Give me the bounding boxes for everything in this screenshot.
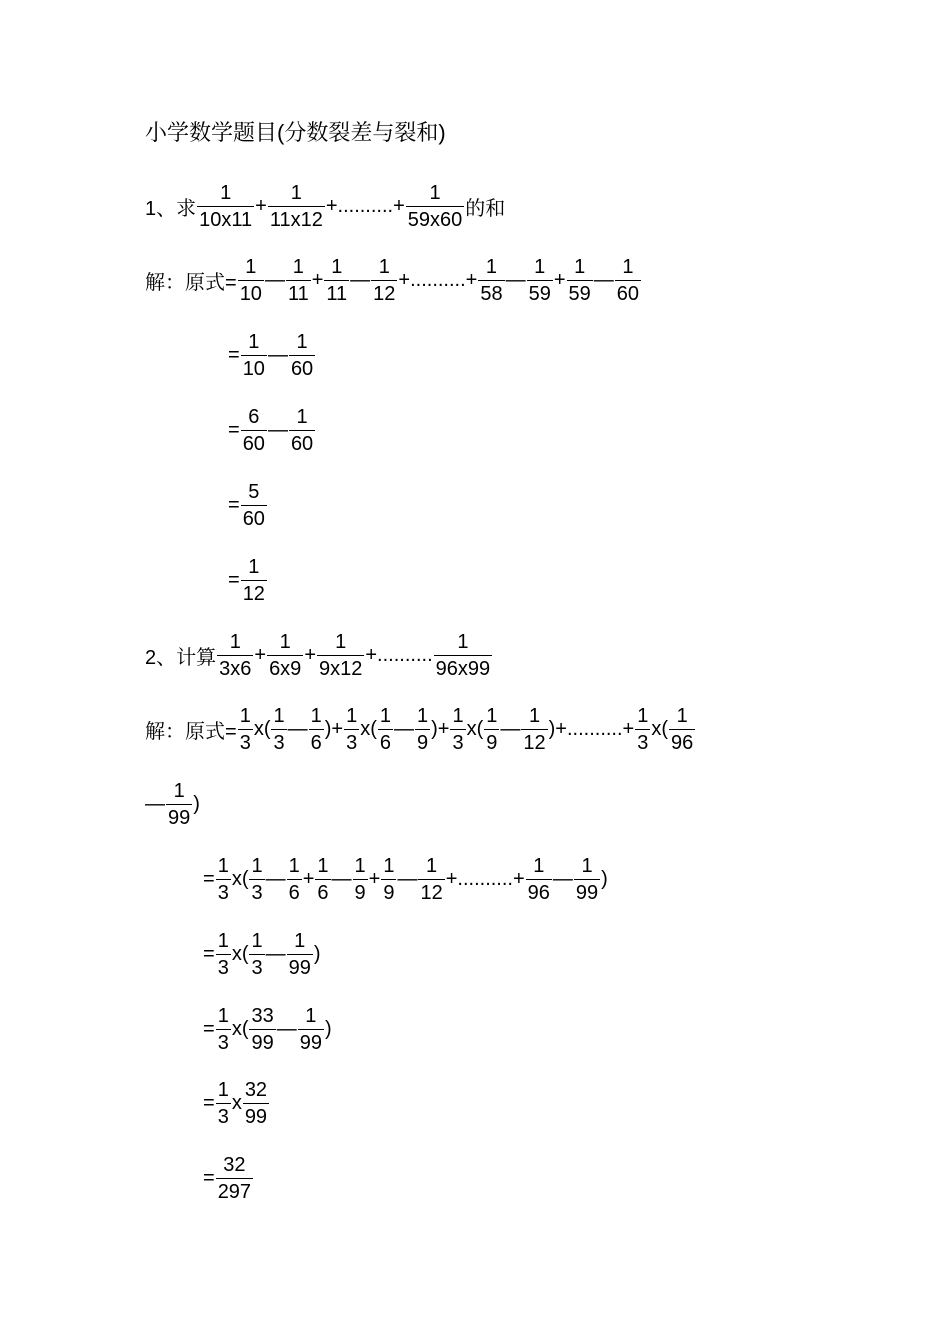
fraction-denominator: 59x60	[406, 206, 465, 230]
fraction	[635, 706, 650, 753]
fraction-numerator: 5	[248, 480, 260, 503]
fraction	[434, 632, 493, 679]
fraction	[241, 557, 267, 604]
fraction-denominator: 58	[478, 280, 504, 304]
equation-text: +	[255, 194, 267, 217]
fraction-denominator: 99	[287, 954, 313, 978]
equation-text: —	[505, 268, 526, 291]
fraction-denominator: 3	[450, 729, 465, 753]
fraction-denominator: 96	[669, 729, 695, 753]
fraction-denominator: 96x99	[434, 655, 493, 679]
equation-text: +	[368, 867, 381, 890]
equation-text: x(	[231, 867, 249, 890]
equation-text: —	[552, 867, 573, 890]
fraction	[243, 1080, 269, 1127]
fraction	[315, 856, 330, 903]
fraction	[286, 257, 311, 304]
fraction	[271, 706, 286, 753]
fraction	[241, 332, 267, 379]
fraction-numerator: 1	[229, 630, 241, 653]
fraction	[249, 931, 264, 978]
equation-text: +	[302, 867, 315, 890]
fraction-denominator: 60	[289, 355, 315, 379]
equation-text: =	[228, 343, 240, 366]
fraction	[415, 706, 430, 753]
equation-text: 解：原式=	[145, 271, 237, 294]
fraction-numerator: 1	[378, 255, 390, 278]
fraction	[287, 931, 313, 978]
fraction-denominator: 6	[315, 879, 330, 903]
equation-text: =	[228, 568, 240, 591]
fraction-denominator: 59	[527, 280, 553, 304]
equation-text: —	[593, 268, 614, 291]
fraction-numerator: 1	[317, 854, 329, 877]
fraction-numerator: 6	[248, 405, 260, 428]
fraction	[166, 781, 192, 828]
fraction-denominator: 99	[249, 1029, 275, 1053]
equation-text: )	[601, 867, 608, 890]
fraction-numerator: 1	[173, 779, 185, 802]
equation-text: —	[265, 867, 286, 890]
fraction-denominator: 10	[241, 355, 267, 379]
fraction-numerator: 1	[294, 929, 306, 952]
equation-text: =	[203, 942, 215, 965]
fraction-denominator: 12	[418, 879, 444, 903]
fraction	[418, 856, 444, 903]
fraction-denominator: 3x6	[217, 655, 253, 679]
equation-line	[203, 1003, 332, 1055]
equation-text: +..........+	[398, 268, 478, 291]
page-title: 小学数学题目(分数裂差与裂和)	[145, 120, 446, 145]
fraction	[371, 257, 397, 304]
fraction-numerator: 1	[574, 255, 586, 278]
fraction-denominator: 11	[286, 280, 311, 304]
fraction	[478, 257, 504, 304]
fraction	[521, 706, 547, 753]
fraction	[217, 632, 253, 679]
equation-text: +	[254, 643, 267, 666]
fraction-numerator: 1	[296, 405, 308, 428]
fraction-numerator: 1	[486, 704, 498, 727]
fraction-numerator: 1	[622, 255, 634, 278]
fraction-numerator: 1	[533, 854, 545, 877]
equation-text: 2、计算	[145, 646, 217, 669]
fraction-denominator: 6	[309, 729, 324, 753]
fraction-denominator: 3	[271, 729, 286, 753]
equation-text: x(	[466, 717, 484, 740]
fraction	[267, 632, 303, 679]
fraction-numerator: 1	[346, 704, 358, 727]
fraction-denominator: 6x9	[267, 655, 303, 679]
equation-text: x(	[360, 717, 377, 740]
equation-text: 1、求	[145, 197, 197, 220]
fraction-denominator: 6	[287, 879, 302, 903]
equation-line	[145, 254, 642, 306]
equation-text: =	[203, 867, 215, 890]
fraction-denominator: 60	[241, 430, 267, 454]
fraction	[197, 183, 254, 230]
fraction	[241, 482, 267, 529]
equation-line	[203, 853, 608, 905]
fraction-numerator: 1	[426, 854, 438, 877]
equation-text: =	[203, 1017, 215, 1040]
fraction-denominator: 10	[238, 280, 264, 304]
fraction-numerator: 1	[279, 630, 291, 653]
equation-text: x(	[651, 717, 669, 740]
equation-text: —	[397, 867, 418, 890]
equation-text: —	[267, 343, 288, 366]
fraction-denominator: 12	[371, 280, 397, 304]
equation-text: +	[553, 268, 566, 291]
fraction	[324, 257, 349, 304]
equation-line	[228, 404, 316, 456]
equation-text: x	[231, 1091, 242, 1114]
fraction-denominator: 9	[381, 879, 396, 903]
fraction-numerator: 1	[248, 555, 260, 578]
fraction	[406, 183, 465, 230]
fraction-numerator: 1	[288, 854, 300, 877]
equation-text: =	[203, 1091, 215, 1114]
fraction	[615, 257, 641, 304]
fraction	[669, 706, 695, 753]
fraction-denominator: 3	[216, 1103, 231, 1127]
fraction-denominator: 3	[216, 879, 231, 903]
fraction-numerator: 1	[217, 854, 229, 877]
fraction	[241, 407, 267, 454]
equation-text: —	[350, 268, 371, 291]
equation-text: 的和	[465, 197, 506, 220]
equation-line	[228, 554, 268, 606]
fraction	[268, 183, 325, 230]
fraction-denominator: 9x12	[317, 655, 364, 679]
fraction-numerator: 1	[310, 704, 322, 727]
fraction-denominator: 3	[249, 879, 264, 903]
fraction-numerator: 1	[637, 704, 649, 727]
equation-text: —	[331, 867, 352, 890]
fraction-denominator: 96	[526, 879, 552, 903]
equation-line	[145, 703, 696, 755]
fraction	[309, 706, 324, 753]
equation-text: x(	[253, 717, 271, 740]
equation-text: =	[228, 493, 240, 516]
fraction-denominator: 9	[415, 729, 430, 753]
fraction-numerator: 1	[245, 255, 257, 278]
fraction-numerator: 1	[676, 704, 688, 727]
equation-text: +	[311, 268, 324, 291]
fraction-denominator: 60	[615, 280, 641, 304]
equation-text: )	[313, 942, 321, 965]
equation-text: )+	[324, 717, 344, 740]
fraction	[216, 1155, 253, 1202]
fraction-numerator: 1	[383, 854, 395, 877]
fraction-denominator: 12	[521, 729, 547, 753]
fraction-numerator: 1	[534, 255, 546, 278]
fraction-numerator: 32	[244, 1078, 268, 1101]
fraction-denominator: 99	[243, 1103, 269, 1127]
fraction	[381, 856, 396, 903]
equation-text: —	[394, 717, 414, 740]
equation-line	[145, 778, 200, 830]
equation-text: —	[276, 1017, 297, 1040]
equation-text: —	[287, 717, 308, 740]
fraction-numerator: 1	[528, 704, 541, 727]
fraction	[378, 706, 393, 753]
equation-text: =	[203, 1166, 215, 1189]
equation-text: —	[264, 268, 285, 291]
fraction	[216, 931, 231, 978]
fraction-numerator: 1	[239, 704, 251, 727]
fraction-numerator: 1	[217, 1078, 229, 1101]
equation-text: —	[265, 942, 286, 965]
fraction-denominator: 99	[166, 804, 192, 828]
equation-line	[145, 629, 493, 681]
fraction-numerator: 1	[354, 854, 366, 877]
equation-text: —	[145, 792, 165, 815]
equation-line	[203, 1077, 270, 1129]
fraction	[249, 1006, 275, 1053]
fraction	[289, 332, 315, 379]
fraction	[216, 1006, 231, 1053]
fraction-denominator: 12	[241, 580, 267, 604]
equation-line	[203, 928, 321, 980]
equation-text: +	[304, 643, 316, 666]
fraction-numerator: 1	[379, 704, 391, 727]
fraction	[450, 706, 465, 753]
fraction-denominator: 99	[574, 879, 600, 903]
equation-text: )+..........+	[548, 717, 635, 740]
fraction-numerator: 1	[251, 929, 263, 952]
fraction-denominator: 3	[635, 729, 650, 753]
fraction-numerator: 1	[217, 929, 229, 952]
fraction-numerator: 1	[452, 704, 464, 727]
equation-line	[228, 329, 316, 381]
fraction-denominator: 3	[238, 729, 253, 753]
fraction	[216, 1080, 231, 1127]
fraction-denominator: 3	[249, 954, 264, 978]
equation-text: )	[324, 1017, 332, 1040]
equation-text: +..........+	[325, 194, 405, 217]
fraction	[484, 706, 499, 753]
fraction	[526, 856, 552, 903]
fraction-denominator: 6	[378, 729, 393, 753]
fraction	[298, 1006, 324, 1053]
fraction-numerator: 1	[248, 330, 260, 353]
equation-text: x(	[231, 1017, 249, 1040]
fraction-numerator: 1	[457, 630, 469, 653]
fraction	[567, 257, 593, 304]
fraction	[574, 856, 600, 903]
equation-text: x(	[231, 942, 249, 965]
fraction-denominator: 99	[298, 1029, 324, 1053]
fraction	[238, 257, 264, 304]
equation-line	[228, 479, 268, 531]
fraction	[527, 257, 553, 304]
fraction-numerator: 1	[273, 704, 285, 727]
fraction-denominator: 60	[241, 505, 267, 529]
fraction-denominator: 10x11	[197, 206, 254, 230]
fraction-numerator: 32	[223, 1153, 246, 1176]
equation-text: )+	[431, 717, 450, 740]
fraction-numerator: 1	[217, 1004, 229, 1027]
fraction-numerator: 1	[220, 181, 232, 204]
fraction-denominator: 11	[324, 280, 349, 304]
fraction	[287, 856, 302, 903]
fraction-numerator: 1	[292, 255, 304, 278]
fraction	[353, 856, 368, 903]
fraction-numerator: 1	[581, 854, 593, 877]
fraction-numerator: 33	[251, 1004, 274, 1027]
fraction	[216, 856, 231, 903]
fraction	[238, 706, 253, 753]
equation-line	[203, 1152, 254, 1204]
fraction-denominator: 59	[567, 280, 593, 304]
fraction	[289, 407, 315, 454]
equation-text: =	[228, 418, 240, 441]
fraction-numerator: 1	[331, 255, 343, 278]
fraction-numerator: 1	[417, 704, 429, 727]
equation-text: )	[193, 792, 200, 815]
equation-text: +..........	[365, 643, 433, 666]
fraction	[317, 632, 364, 679]
fraction	[249, 856, 264, 903]
fraction	[344, 706, 359, 753]
fraction-numerator: 1	[485, 255, 498, 278]
equation-line	[145, 180, 505, 232]
fraction-numerator: 1	[305, 1004, 317, 1027]
fraction-denominator: 297	[216, 1178, 253, 1202]
fraction-denominator: 3	[344, 729, 359, 753]
fraction-numerator: 1	[296, 330, 308, 353]
equation-text: —	[500, 717, 521, 740]
fraction-numerator: 1	[290, 181, 302, 204]
fraction-numerator: 1	[335, 630, 347, 653]
fraction-numerator: 1	[251, 854, 263, 877]
fraction-numerator: 1	[429, 181, 441, 204]
equation-text: —	[267, 418, 288, 441]
fraction-denominator: 3	[216, 954, 231, 978]
fraction-denominator: 11x12	[268, 206, 325, 230]
fraction-denominator: 60	[289, 430, 315, 454]
fraction-denominator: 9	[353, 879, 368, 903]
fraction-denominator: 3	[216, 1029, 231, 1053]
equation-text: 解：原式=	[145, 720, 237, 743]
equation-text: +..........+	[445, 867, 525, 890]
fraction-denominator: 9	[484, 729, 499, 753]
